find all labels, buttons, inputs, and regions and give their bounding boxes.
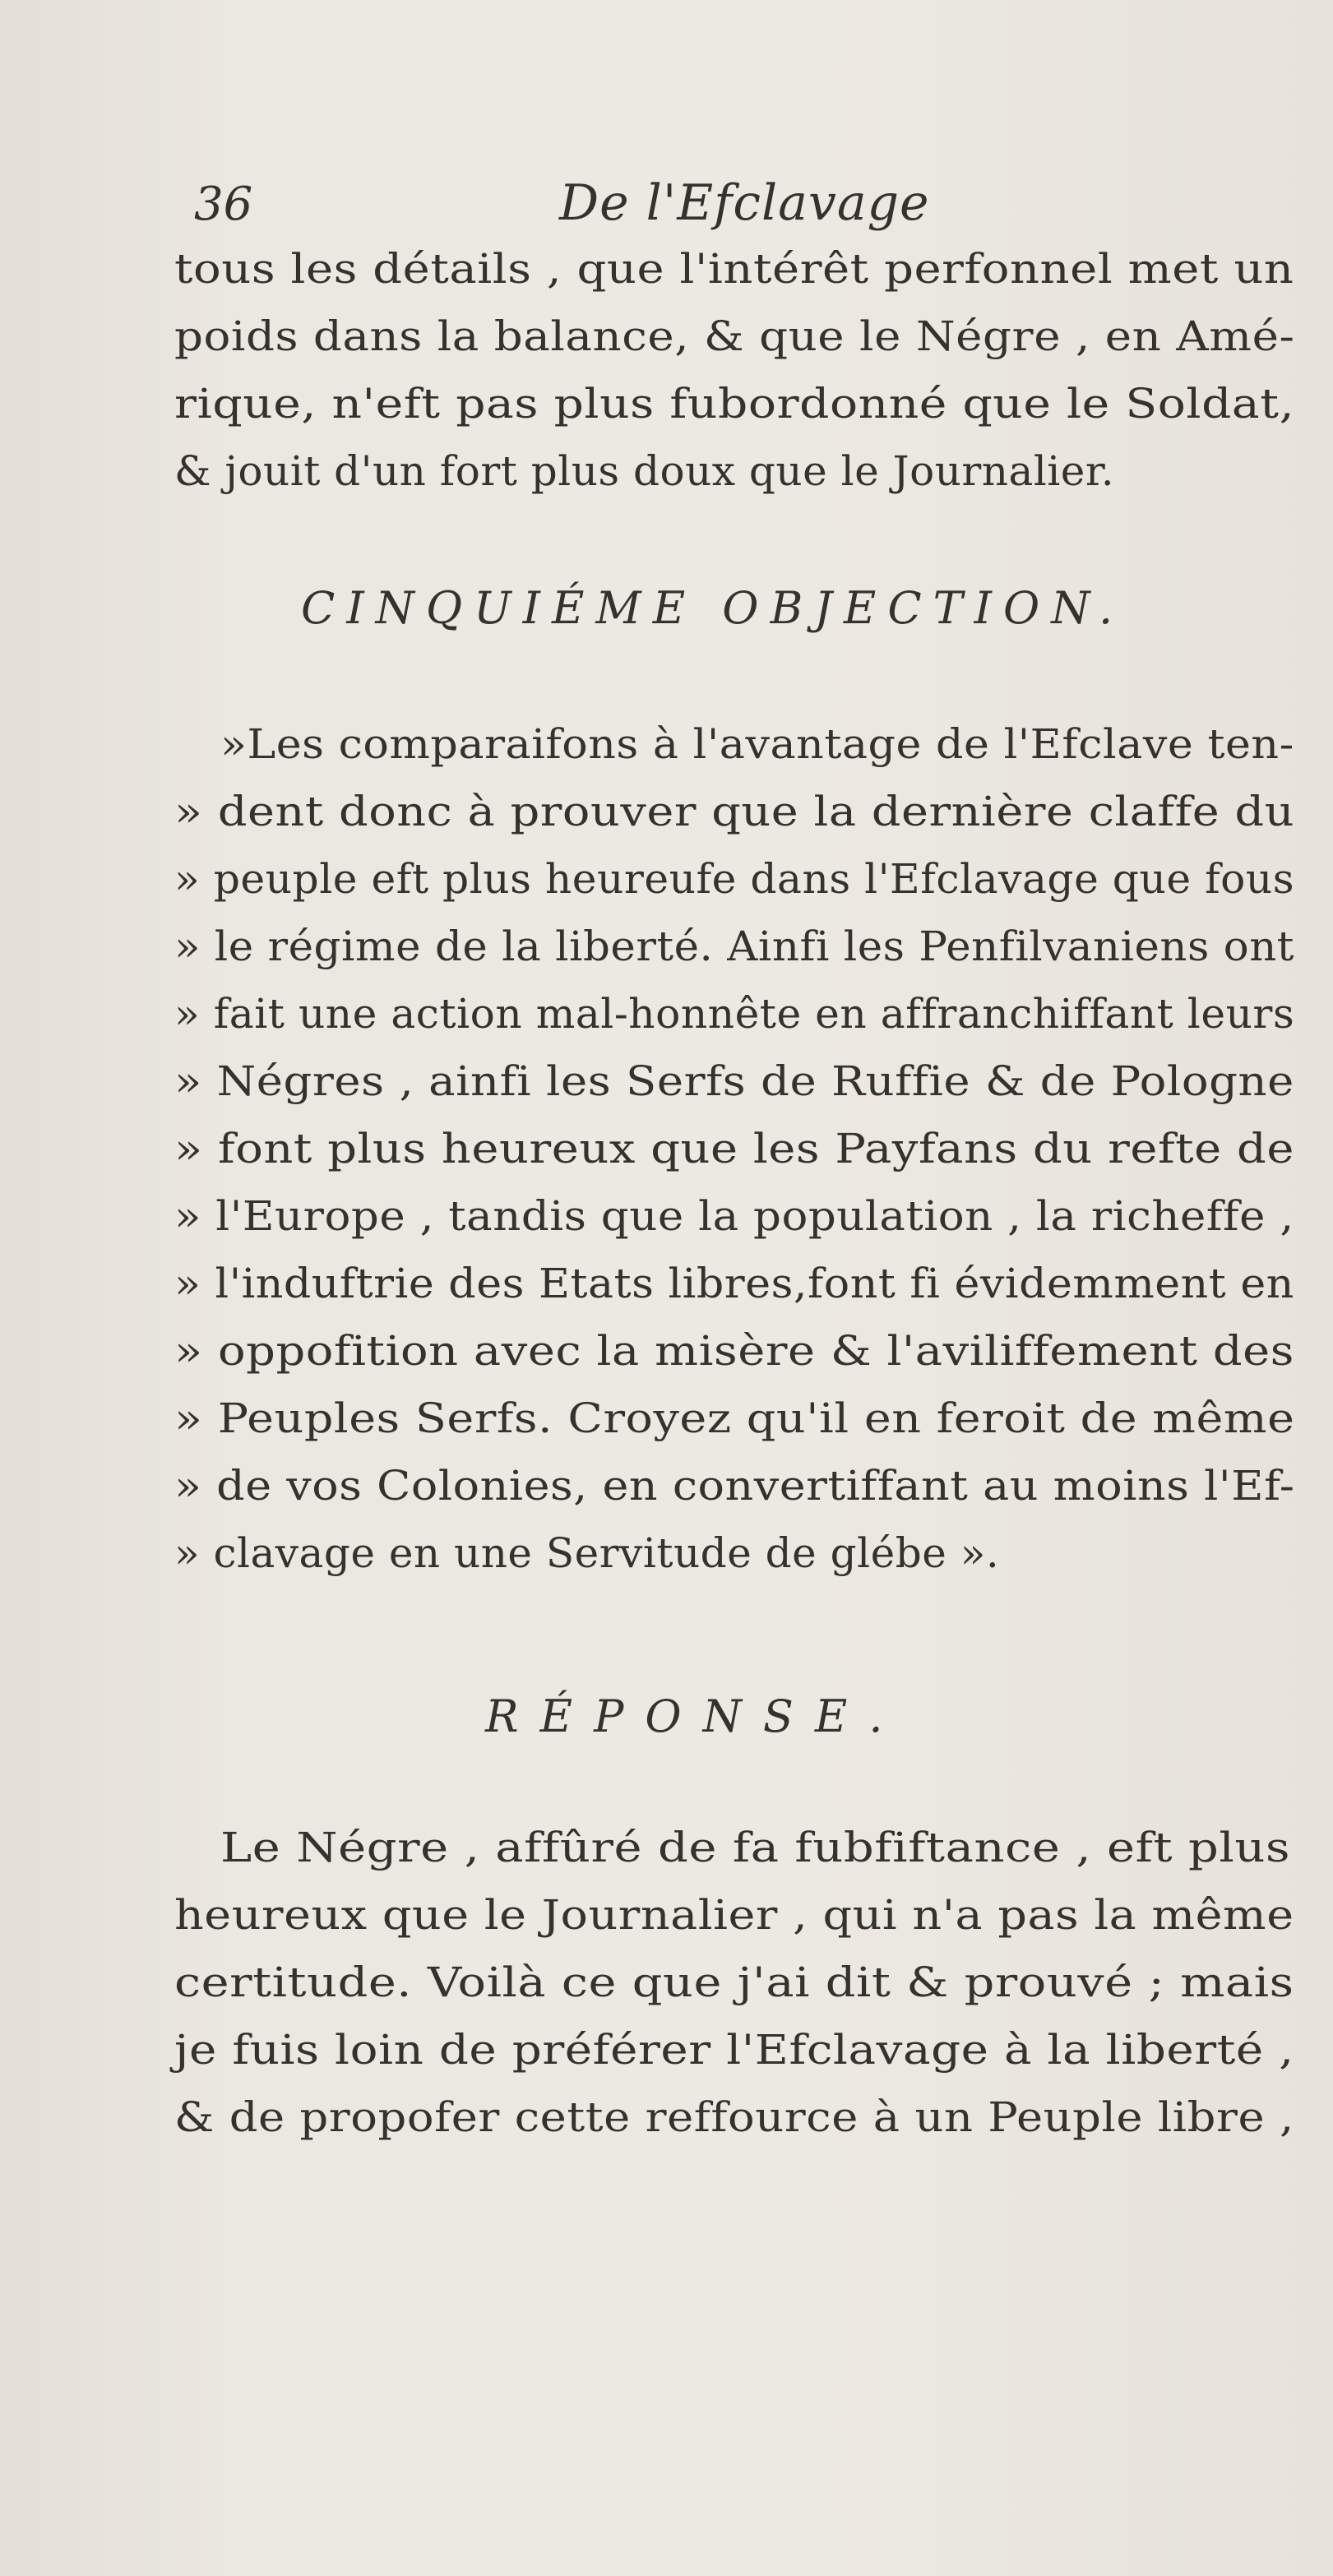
text-line: & jouit d'un fort plus doux que le Journalier. [174, 447, 1115, 495]
text-line: rique, n'eft pas plus fubordonné que le Soldat, [174, 380, 1295, 428]
section-heading: CINQUIÉME OBJECTION. [301, 582, 1125, 634]
text-line: » Négres , ainfi les Serfs de Ruffie & de Pologne [174, 1057, 1294, 1105]
text-line: & de propofer cette reffource à un Peuple libre , [174, 2093, 1294, 2141]
text-line: » Peuples Serfs. Croyez qu'il en feroit de même [174, 1394, 1295, 1442]
text-line: Le Négre , affûré de fa fubfiftance , eft plus [220, 1824, 1291, 1871]
text-line: » oppofition avec la misère & l'aviliffement des [174, 1327, 1294, 1375]
page-number: 36 [194, 178, 253, 231]
running-title: De l'Efclavage [559, 174, 930, 232]
text-line: » peuple eft plus heureufe dans l'Efclavage que fous [174, 855, 1295, 903]
text-line: tous les détails , que l'intérêt perfonnel met un [174, 245, 1294, 293]
text-line: je fuis loin de préférer l'Efclavage à la liberté , [174, 2026, 1294, 2074]
text-line: » l'induftrie des Etats libres,font fi évidemment en [174, 1260, 1294, 1307]
text-line: » fait une action mal-honnête en affranchiffant leurs [174, 990, 1295, 1038]
text-line: heureux que le Journalier , qui n'a pas la même [174, 1891, 1294, 1939]
text-line: » clavage en une Servitude de glébe ». [174, 1529, 1000, 1577]
text-line: » l'Europe , tandis que la population , la richeffe , [174, 1192, 1294, 1240]
text-line: » le régime de la liberté. Ainfi les Penfilvaniens ont [174, 923, 1294, 970]
text-line: »Les comparaifons à l'avantage de l'Efclave ten- [220, 720, 1294, 768]
text-line: » dent donc à prouver que la dernière claffe du [174, 788, 1295, 835]
text-line: certitude. Voilà ce que j'ai dit & prouvé ; mais [174, 1959, 1294, 2006]
text-line: » de vos Colonies, en convertiffant au moins l'Ef- [174, 1462, 1295, 1510]
section-heading: RÉPONSE. [485, 1690, 905, 1742]
text-line: » font plus heureux que les Payfans du refte de [174, 1125, 1294, 1172]
text-line: poids dans la balance, & que le Négre , en Amé- [174, 312, 1295, 360]
